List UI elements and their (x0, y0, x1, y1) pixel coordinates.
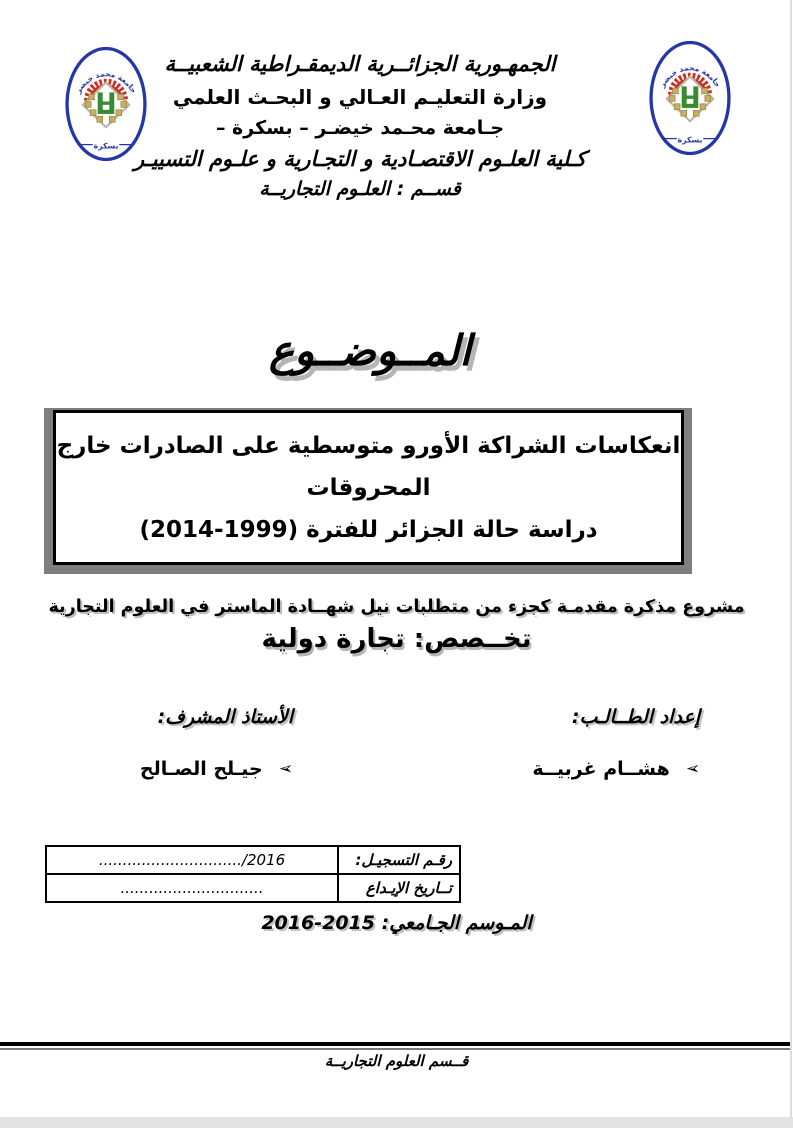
arrow-bullet-icon: ➢ (278, 759, 293, 779)
thesis-title-box-inner (53, 410, 684, 565)
republic-line: الجمهـورية الجزائــرية الديمقـراطية الشعبيــة (164, 52, 556, 76)
university-line: جـامعة محـمد خيضـر – بسكرة – (215, 117, 505, 139)
registration-number-value: 2016/.............................. (46, 846, 338, 874)
registration-number-label: رقـم التسجيـل: (338, 846, 460, 874)
header-text (80, 48, 640, 203)
subject-heading: المــوضــوع (268, 326, 472, 375)
supervisor-section (118, 706, 293, 780)
academic-year-line: المـوسم الجـامعي: 2015-2016 (261, 912, 532, 934)
footer-department-text: قــسم العلوم التجاريــة (324, 1052, 469, 1070)
page-right-edge (790, 0, 792, 1117)
student-name-line (490, 758, 700, 780)
table-row (46, 846, 460, 874)
department-line: قســم : العلـوم التجاريــة (259, 178, 461, 200)
footer-rule (0, 1042, 791, 1050)
memo-requirement-note: مشروع مذكرة مقدمـة كجزء من متطلبات نيل شهــادة الماستر في العلوم التجارية (48, 597, 745, 617)
student-name: هشــام غربيــة (532, 758, 670, 780)
faculty-line: كـلية العلـوم الاقتصـادية و التجـارية و علـوم التسييـر (133, 147, 586, 171)
prepared-by-heading: إعداد الطــالـب: (571, 706, 700, 728)
deposit-date-value: .............................. (46, 874, 338, 902)
prepared-by-section (490, 706, 700, 780)
supervisor-name-line (118, 758, 293, 780)
table-row (46, 874, 460, 902)
ministry-line: وزارة التعليـم العـالي و البحـث العلمي (172, 85, 548, 109)
footer-rule-thin-line (0, 1048, 791, 1050)
registration-table (45, 845, 461, 903)
university-biskra-logo-icon (648, 40, 732, 156)
page-bottom-strip (0, 1117, 793, 1128)
thesis-title-box (44, 408, 692, 574)
specialty-line: تخــصص: تجارة دولية (261, 624, 532, 654)
thesis-title-line2: دراسة حالة الجزائر للفترة (1999-2014) (139, 516, 598, 543)
arrow-bullet-icon: ➢ (685, 759, 700, 779)
supervisor-name: جيـلح الصـالح (139, 758, 263, 780)
deposit-date-label: تــاريخ الإيـداع (338, 874, 460, 902)
thesis-title-line1: انعكاسات الشراكة الأورو متوسطية على الصادرات خارج المحروقات (56, 432, 681, 501)
supervisor-heading: الأستاذ المشرف: (157, 706, 293, 728)
